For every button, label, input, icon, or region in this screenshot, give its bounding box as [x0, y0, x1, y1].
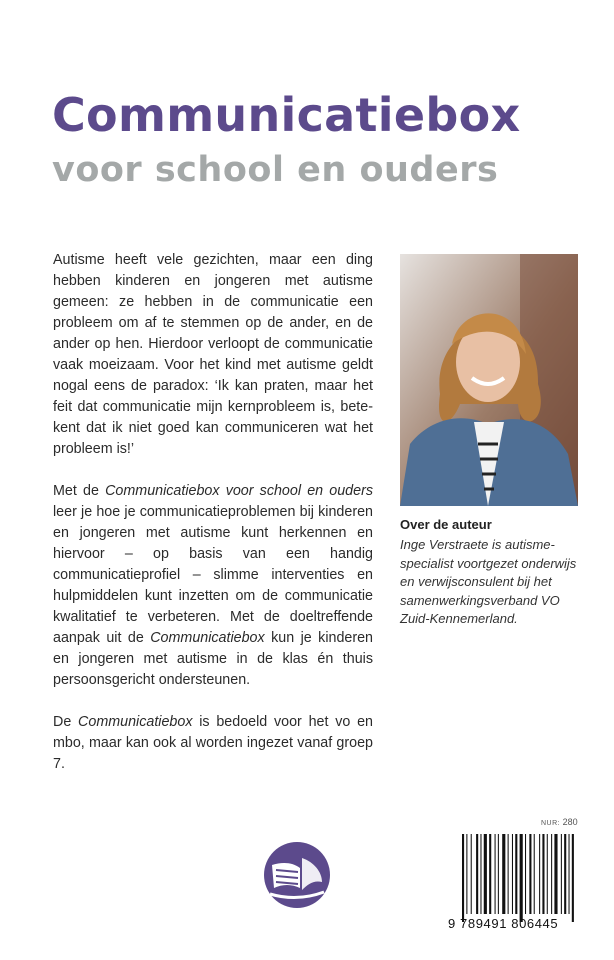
isbn-number: 9 789491 806445	[448, 916, 559, 931]
text-run: Autisme heeft vele gezichten, maar een ding hebben kinderen en jongeren met autisme gemeen: ze hebben in de communicatie een probleem om af te stemmen op de ander, en de ander op hen. Hierdoor verloopt de communicatie vaak moeizaam. Voor het kind met autisme geldt nogal eens de paradox: ‘Ik kan praten, maar het feit dat communicatie mijn kernprobleem is, betekent dat ik niet goed kan communiceren wat het probleem is!’	[53, 252, 373, 457]
author-heading: Over de auteur	[400, 517, 492, 532]
barcode-bar	[569, 834, 570, 914]
barcode-bar	[534, 834, 535, 914]
barcode-bar	[554, 834, 557, 914]
barcode-bar	[529, 834, 531, 914]
barcode-bar	[484, 834, 487, 914]
author-bio: Inge Verstraete is autismespecialist voortgezet onderwijs en verwijsconsulent bij het samenwerkingsverband VO Zuid-Kennemerland.	[400, 537, 577, 627]
book-subtitle: voor school en ouders	[52, 150, 499, 190]
barcode-bar	[498, 834, 499, 914]
barcode-bar	[520, 834, 523, 922]
barcode-bar	[462, 834, 464, 922]
barcode-bar	[476, 834, 478, 914]
barcode-bar	[572, 834, 574, 922]
barcode-bar	[539, 834, 540, 914]
blurb-text	[53, 250, 373, 796]
barcode-bar	[480, 834, 481, 914]
barcode-bar	[561, 834, 562, 914]
text-run: De	[53, 714, 79, 730]
barcode-bar	[542, 834, 544, 914]
barcode-bar	[564, 834, 566, 914]
italic-title-run: Communicatiebox	[150, 630, 265, 646]
barcode-bar	[525, 834, 526, 914]
barcode-bar	[502, 834, 505, 914]
barcode-bar	[466, 834, 467, 914]
nur-code	[541, 817, 578, 827]
barcode-bar	[547, 834, 548, 914]
italic-title-run: Communicatiebox voor school en ouders	[105, 483, 373, 499]
author-photo	[400, 254, 578, 506]
barcode-bar	[495, 834, 496, 914]
publisher-logo-icon	[262, 840, 332, 910]
blurb-paragraph-2	[53, 481, 373, 691]
barcode-bar	[515, 834, 517, 914]
barcode-bar	[512, 834, 513, 914]
blurb-paragraph-3	[53, 712, 373, 775]
book-title: Communicatiebox	[52, 88, 521, 142]
text-run: leer je hoe je communicatieproblemen bij kinderen en jongeren met autisme kunt herkennen en hiervoor – op basis van een handig communicatieprofiel – slimme interventies en hulpmiddelen kunt inzetten om de communicatie kwalitatief te verbeteren. Met de doeltreffende aanpak uit de	[53, 504, 373, 646]
barcode-bar	[508, 834, 509, 914]
text-run: Met de	[53, 483, 106, 499]
barcode-bar	[551, 834, 552, 914]
italic-title-run: Communicatiebox	[78, 714, 193, 730]
blurb-paragraph-1	[53, 250, 373, 460]
barcode-bar	[471, 834, 472, 914]
text-run: kun je kinderen en jongeren met autisme in de klas én thuis persoonsgericht ondersteunen.	[53, 630, 374, 688]
text-run: is bedoeld voor het vo en mbo, maar kan ook al worden ingezet vanaf groep 7.	[53, 714, 373, 772]
nur-label: NUR:	[541, 820, 561, 827]
nur-value: 280	[562, 817, 578, 827]
barcode-bar	[489, 834, 491, 914]
